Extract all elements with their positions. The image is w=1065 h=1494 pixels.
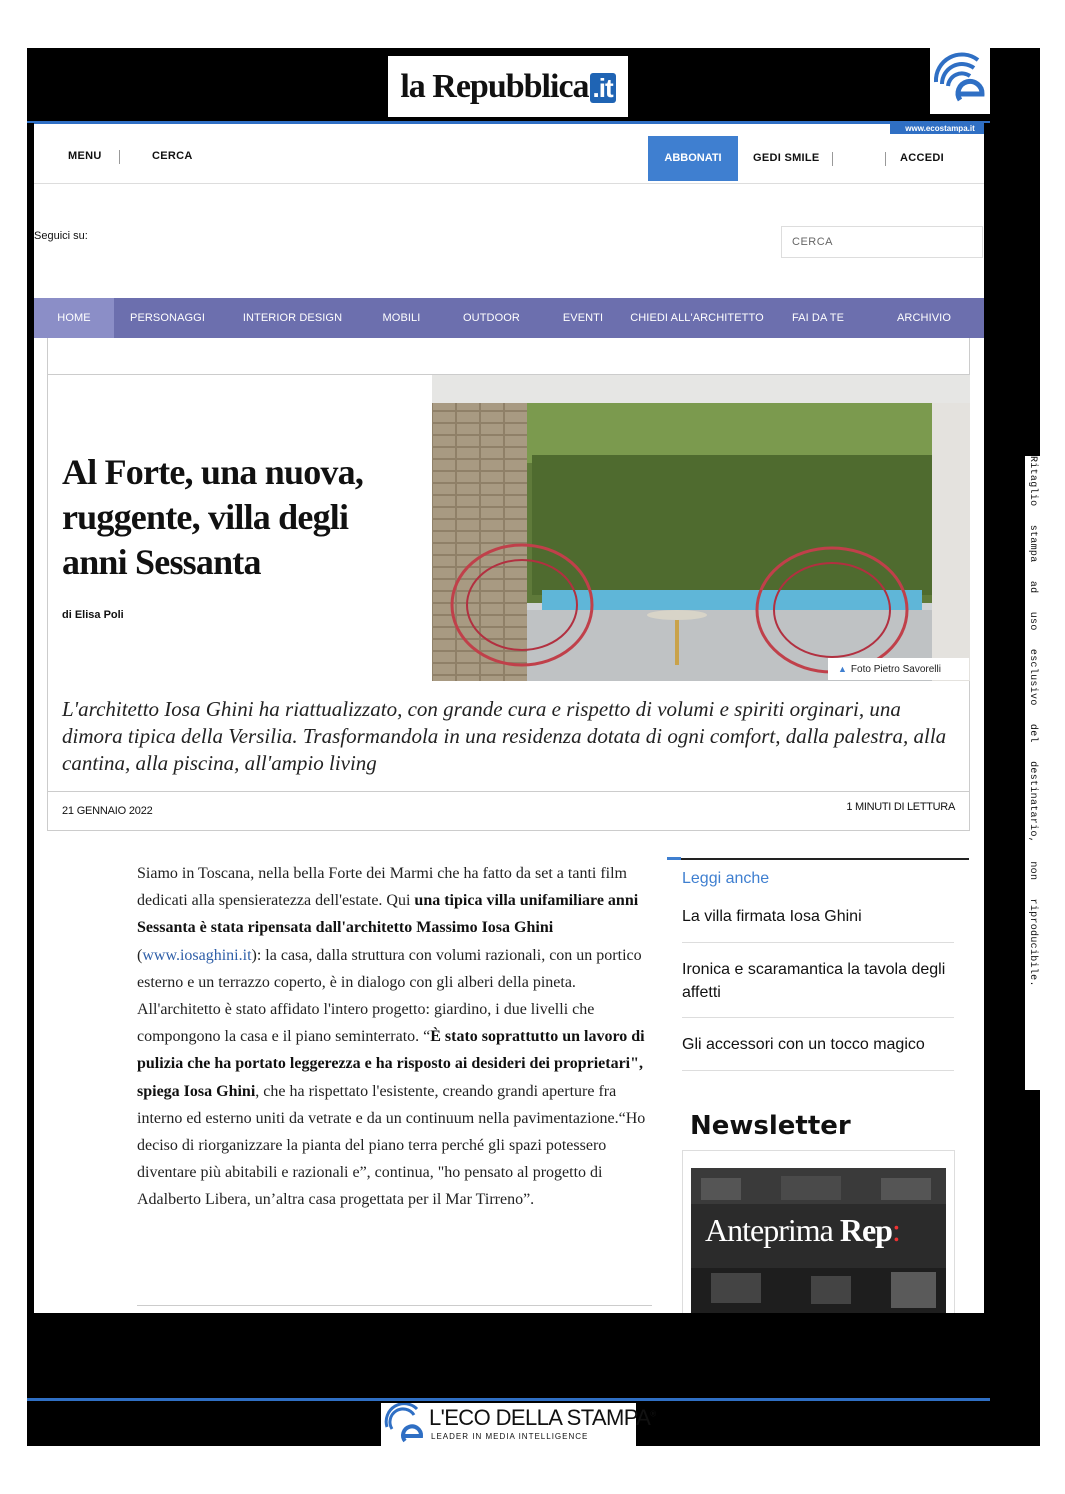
nav-chiedi-architetto[interactable]: CHIEDI ALL'ARCHITETTO: [630, 312, 764, 324]
main-nav: [34, 298, 984, 338]
read-also-title: Leggi anche: [682, 870, 770, 887]
photo-credit: ▲ Foto Pietro Savorelli: [828, 658, 969, 680]
architect-website-link[interactable]: www.iosaghini.it: [142, 946, 252, 964]
divider: [137, 1305, 652, 1306]
triangle-up-icon: ▲: [838, 664, 847, 674]
clipping-right-bar: [984, 123, 1040, 456]
read-also-item[interactable]: La villa firmata Iosa Ghini: [682, 908, 862, 925]
clipping-side-note: Ritaglio stampa ad uso esclusivo del destinatario, non riproducibile.: [1025, 456, 1040, 1090]
aside-rule: [667, 858, 969, 860]
footer-tagline: LEADER IN MEDIA INTELLIGENCE: [431, 1432, 589, 1441]
clipping-bottom-rule: [27, 1398, 990, 1401]
clipping-right-bar-lower: [984, 456, 1025, 1446]
follow-us-label: Seguici su:: [34, 230, 88, 242]
subscribe-button[interactable]: ABBONATI: [648, 136, 738, 181]
nav-home[interactable]: HOME: [34, 298, 114, 338]
newsletter-brand: Anteprima Rep:: [705, 1212, 900, 1248]
nav-personaggi[interactable]: PERSONAGGI: [130, 312, 205, 324]
divider: [682, 942, 954, 943]
read-also-item[interactable]: Ironica e scaramantica la tavola degli affetti: [682, 961, 946, 1001]
aside-accent: [667, 857, 681, 860]
clipping-top-rule: [27, 121, 990, 124]
article-summary: L'architetto Iosa Ghini ha riattualizzato, con grande cura e rispetto di volumi e spiriti orginari, una dimora tipica della Versilia. Trasformandola in una residenza dotata di ogni comfort, dalla palestra, alla cantina, alla piscina, all'ampio living: [62, 697, 947, 775]
nav-interior-design[interactable]: INTERIOR DESIGN: [242, 312, 343, 324]
read-also-item[interactable]: Gli accessori con un tocco magico: [682, 1036, 925, 1053]
login-link[interactable]: ACCEDI: [900, 152, 944, 164]
repubblica-logo[interactable]: [388, 56, 628, 117]
newsletter-promo[interactable]: [691, 1168, 946, 1318]
site-header: [34, 136, 984, 184]
footer-logo-text: L'ECO DELLA STAMPA®: [429, 1405, 656, 1430]
nav-fai-da-te[interactable]: FAI DA TE: [791, 312, 845, 324]
header-separator: [832, 152, 833, 166]
search-input[interactable]: [781, 226, 983, 258]
eco-wave-icon: [930, 48, 990, 114]
search-link[interactable]: CERCA: [152, 150, 193, 162]
read-time: 1 MINUTI DI LETTURA: [846, 801, 955, 813]
article-body: Siamo in Toscana, nella bella Forte dei Marmi che ha fatto da set a tanti film dedicati alla spensieratezza dell'estate. Qui una tipica villa unifamiliare anni Sessanta è stata ripensata dall'architetto Massimo Iosa Ghini (www.iosaghini.it): la casa, dalla struttura con volumi razionali, con un portico esterno e un terrazzo coperto, è in dialogo con gli alberi della pineta. All'architetto è stato affidato l'intero progetto: giardino, i due livelli che compongono la casa e il piano seminterrato. “È stato soprattutto un lavoro di pulizia che ha portato leggerezza e ha risposto ai desideri dei proprietari", spiega Iosa Ghini, che ha rispettato l'esistente, creando grandi aperture fra interno ed esterno uniti da vetrate e da un continuum nella pavimentazione.“Ho deciso di riorganizzare la pianta del piano terra perché gli spazi potessero diventare più abitabili e razionali e”, continua, "ho pensato al progetto di Adalberto Libera, un’altra casa progettata per il Mar Tirreno”.: [137, 865, 646, 1209]
eco-url-label: www.ecostampa.it: [890, 123, 990, 134]
article-date: 21 GENNAIO 2022: [62, 805, 153, 817]
nav-archivio[interactable]: ARCHIVIO: [897, 312, 951, 324]
header-separator: [885, 152, 886, 166]
menu-button[interactable]: MENU: [68, 150, 102, 162]
nav-outdoor[interactable]: OUTDOOR: [463, 312, 520, 324]
article-headline: Al Forte, una nuova, ruggente, villa degli anni Sessanta: [62, 452, 364, 582]
nav-eventi[interactable]: EVENTI: [562, 312, 604, 324]
eco-della-stampa-logo: [381, 1403, 656, 1446]
header-separator: [119, 150, 120, 164]
divider: [47, 791, 970, 792]
divider: [682, 1070, 954, 1071]
gedi-smile-link[interactable]: GEDI SMILE: [753, 152, 820, 164]
eco-wave-icon: [383, 1403, 427, 1446]
clipping-left-bar: [27, 123, 34, 1313]
divider: [682, 1017, 954, 1018]
nav-mobili[interactable]: MOBILI: [382, 312, 421, 324]
newsletter-title: Newsletter: [690, 1111, 851, 1141]
article-author[interactable]: di Elisa Poli: [62, 609, 124, 621]
hero-image[interactable]: [432, 375, 970, 681]
logo-main: la Repubblica .it: [400, 68, 615, 106]
